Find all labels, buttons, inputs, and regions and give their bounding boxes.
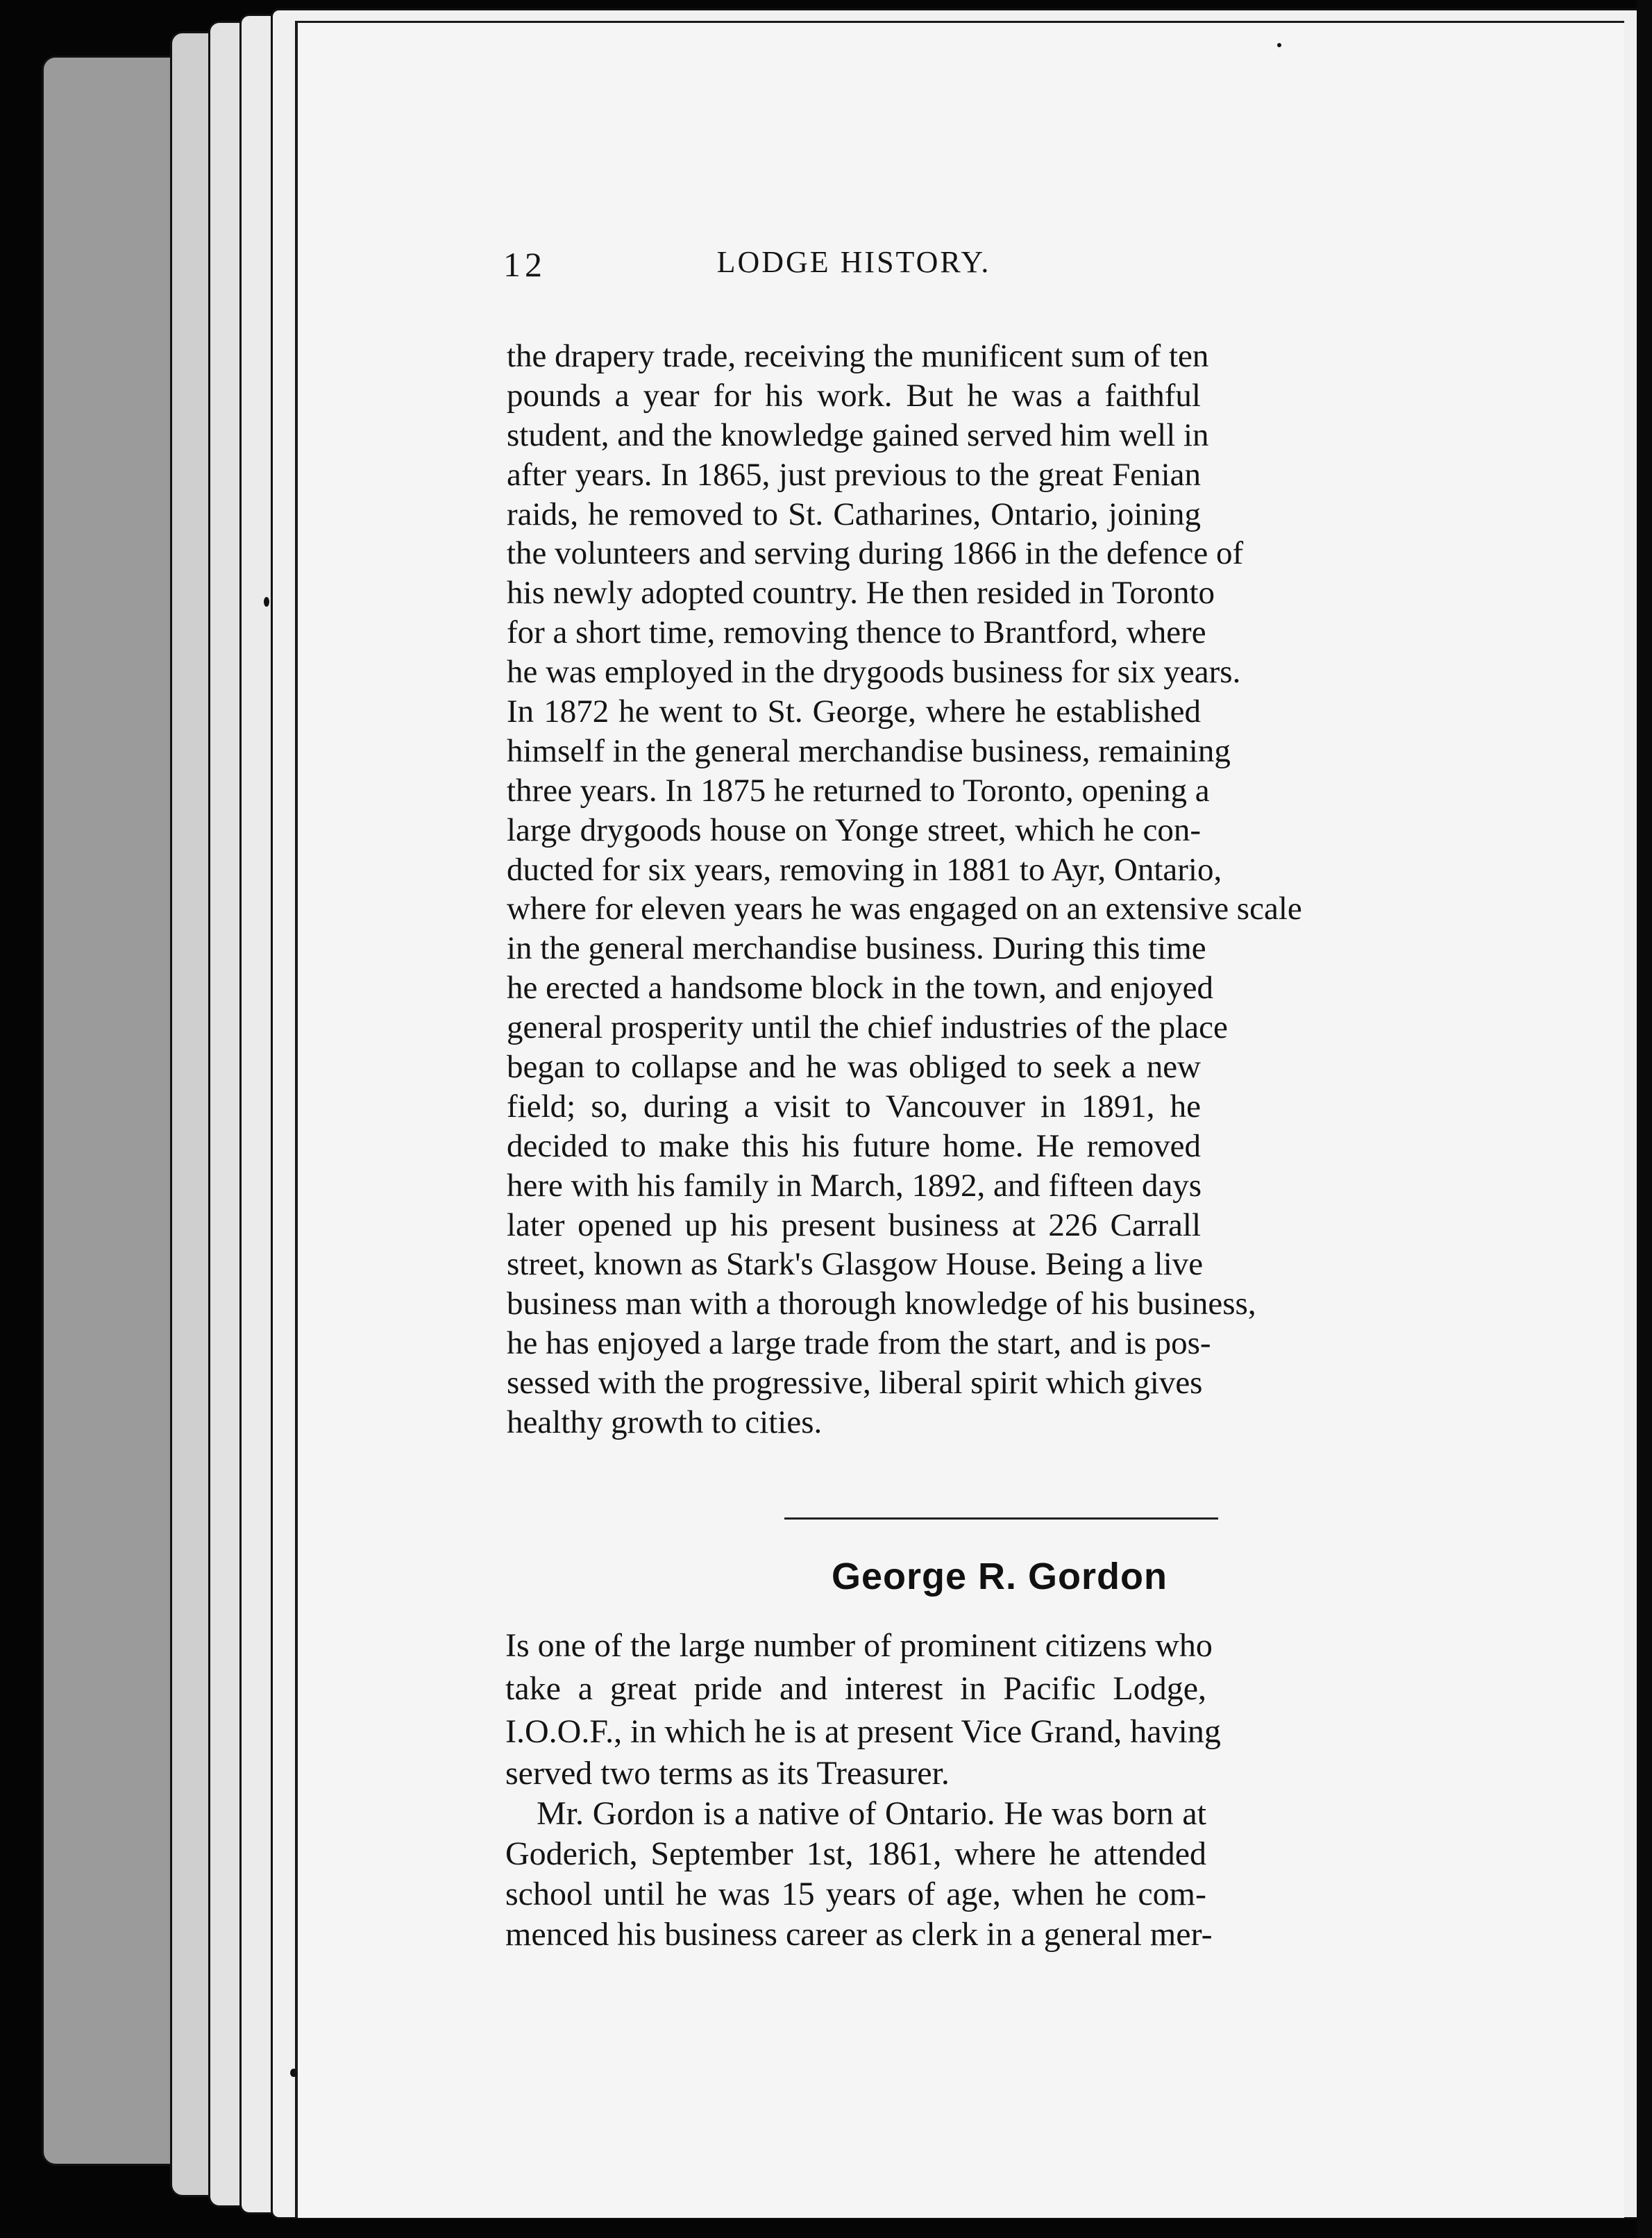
text-line: field; so, during a visit to Vancouver in 1891, he — [507, 1088, 1201, 1125]
text-line: Mr. Gordon is a native of Ontario. He was born at — [537, 1795, 1206, 1832]
text-line: Goderich, September 1st, 1861, where he attended — [505, 1835, 1206, 1872]
text-line: decided to make this his future home. He removed — [507, 1127, 1201, 1164]
section-separator — [784, 1517, 1218, 1520]
section-text — [505, 1624, 1221, 1955]
text-line: raids, he removed to St. Catharines, Ontario, joining — [507, 496, 1201, 532]
text-line: where for eleven years he was engaged on an extensive scale — [507, 891, 1302, 927]
text-line: healthy growth to cities. — [507, 1404, 823, 1441]
page-header — [503, 244, 1204, 293]
text-line: served two terms as its Treasurer. — [505, 1755, 950, 1792]
body-text — [507, 337, 1302, 1442]
text-line: school until he was 15 years of age, when he com- — [505, 1876, 1206, 1912]
text-line: he erected a handsome block in the town, and enjoyed — [507, 970, 1213, 1007]
text-line: in the general merchandise business. During this time — [507, 930, 1206, 967]
text-line: pounds a year for his work. But he was a faithful — [507, 377, 1201, 414]
text-line: began to collapse and he was obliged to seek a new — [507, 1049, 1201, 1086]
text-line: take a great pride and interest in Pacific Lodge, — [505, 1670, 1206, 1707]
text-line: menced his business career as clerk in a general mer- — [505, 1916, 1213, 1953]
running-title: LODGE HISTORY. — [716, 245, 991, 279]
page-number: 12 — [503, 245, 546, 284]
text-line: after years. In 1865, just previous to the great Fenian — [507, 456, 1201, 493]
text-line: large drygoods house on Yonge street, which he con- — [507, 811, 1201, 848]
text-line: later opened up his present business at 226 Carrall — [507, 1206, 1201, 1243]
text-line: his newly adopted country. He then resided in Toronto — [507, 575, 1215, 612]
text-line: student, and the knowledge gained served him well in — [507, 417, 1209, 453]
text-line: Is one of the large number of prominent citizens who — [505, 1627, 1213, 1664]
text-line: himself in the general merchandise business, remaining — [507, 732, 1231, 769]
text-line: the volunteers and serving during 1866 in the defence of — [507, 535, 1244, 572]
text-line: sessed with the progressive, liberal spirit which gives — [507, 1365, 1203, 1402]
text-line: three years. In 1875 he returned to Toronto, opening a — [507, 772, 1210, 809]
speck — [290, 2069, 297, 2077]
text-line: business man with a thorough knowledge of his business, — [507, 1286, 1256, 1322]
text-line: he was employed in the drygoods business for six years. — [507, 654, 1241, 691]
text-line: general prosperity until the chief industries of the place — [507, 1009, 1228, 1046]
text-line: I.O.O.F., in which he is at present Vice Grand, having — [505, 1713, 1221, 1750]
text-line: here with his family in March, 1892, and fifteen days — [507, 1167, 1202, 1204]
section-heading: George R. Gordon — [831, 1556, 1168, 1597]
text-line: In 1872 he went to St. George, where he established — [507, 693, 1201, 730]
text-line: ducted for six years, removing in 1881 to Ayr, Ontario, — [507, 851, 1222, 888]
speck — [1277, 43, 1281, 47]
text-line: street, known as Stark's Glasgow House. Being a live — [507, 1246, 1204, 1283]
speck — [264, 597, 269, 607]
text-line: he has enjoyed a large trade from the start, and is pos- — [507, 1325, 1211, 1362]
text-line: the drapery trade, receiving the munificent sum of ten — [507, 338, 1209, 374]
text-line: for a short time, removing thence to Brantford, where — [507, 614, 1206, 651]
page-gutter-shadow — [1637, 0, 1652, 2238]
